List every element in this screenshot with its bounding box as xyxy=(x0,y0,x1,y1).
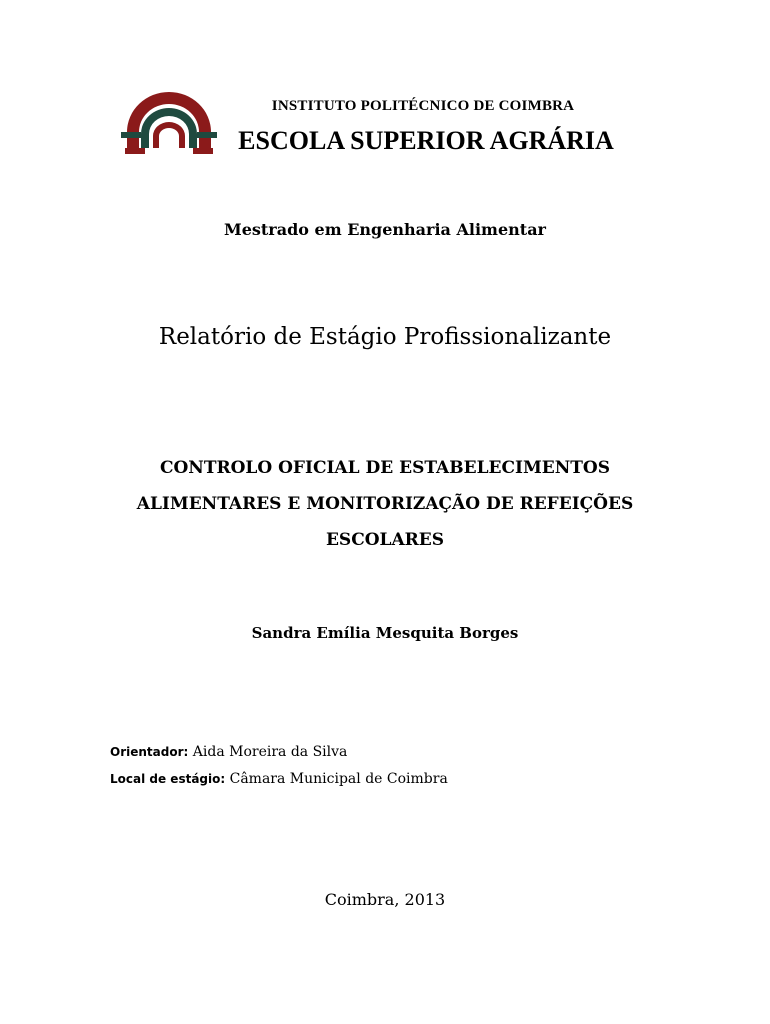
internship-place-line xyxy=(110,771,448,787)
advisor-line xyxy=(110,744,347,760)
advisor-label: Orientador: xyxy=(110,745,189,759)
author-name: Sandra Emília Mesquita Borges xyxy=(251,624,519,642)
place-and-date: Coimbra, 2013 xyxy=(324,890,446,909)
degree-name: Mestrado em Engenharia Alimentar xyxy=(224,220,546,239)
school-name: ESCOLA SUPERIOR AGRÁRIA xyxy=(238,126,614,155)
institute-name: INSTITUTO POLITÉCNICO DE COIMBRA xyxy=(271,98,575,114)
report-type: Relatório de Estágio Profissionalizante xyxy=(158,324,612,350)
advisor-value: Aida Moreira da Silva xyxy=(192,744,348,760)
report-title-line-1: CONTROLO OFICIAL DE ESTABELECIMENTOS xyxy=(159,458,611,478)
arch-logo-icon xyxy=(121,88,217,156)
report-title-line-2: ALIMENTARES E MONITORIZAÇÃO DE REFEIÇÕES xyxy=(136,494,634,514)
report-title-line-3: ESCOLARES xyxy=(325,530,445,550)
report-title xyxy=(100,450,670,558)
internship-place-value: Câmara Municipal de Coimbra xyxy=(229,771,448,787)
internship-place-label: Local de estágio: xyxy=(110,772,226,786)
